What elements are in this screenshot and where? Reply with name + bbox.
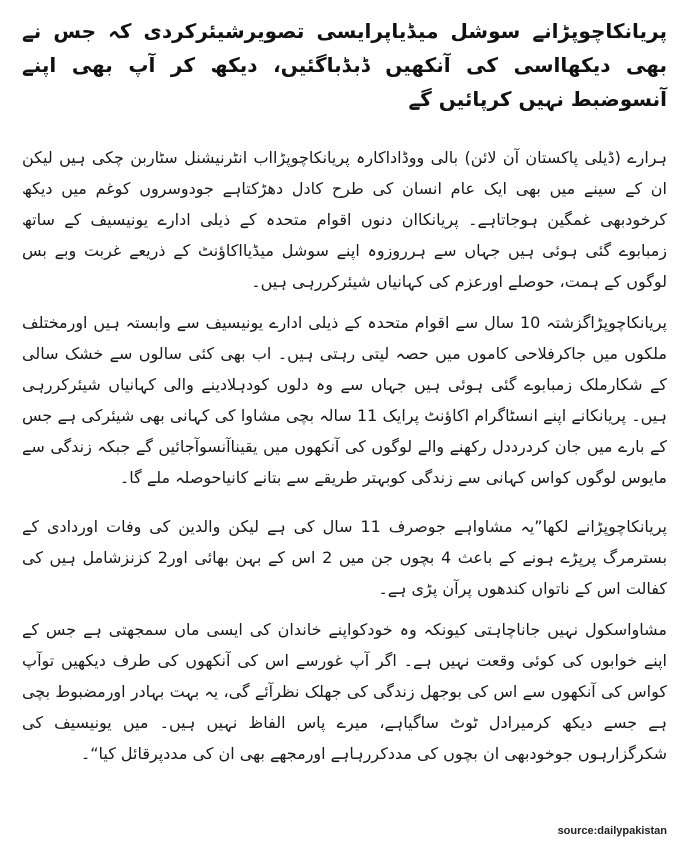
article-paragraph-3: پریانکاچوپڑانے لکھا”یہ مشاواہے جوصرف 11 سال کی ہے لیکن والدین کی وفات اوردادی کے بسترمرگ پرپڑے ہونے کے باعث 4 بچوں جن میں 2 اس کے بہن بھائی اور2 کزنزشامل ہیں کی کفالت اس کے ناتواں کندھوں پرآن پڑی ہے۔ — [22, 517, 668, 598]
article-headline: پریانکاچوپڑانے سوشل میڈیاپرایسی تصویرشیئرکردی کہ جس نے بھی دیکھااسی کی آنکھیں ڈبڈباگئیں، دیکھ کر آپ بھی اپنے آنسوضبط نہیں کرپائیں گے — [22, 19, 667, 111]
article-paragraph-1: ہرارے (ڈیلی پاکستان آن لائن) بالی ووڈاداکارہ پریانکاچوپڑااب انٹرنیشنل سٹاربن چکی ہیں لیکن ان کے سینے میں بھی ایک عام انسان کی طرح کادل دھڑکتاہے جودوسروں کوغم میں دیکھ کرخودبھی غمگین ہوجاتاہے۔ پریانکاان دنوں اقوام متحدہ کے ذیلی ادارے یونیسیف کے ساتھ زمبابوے گئی ہوئی ہیں جہاں سے ہرروزوہ اپنے سوشل میڈیااکاؤنٹ کے ذریعے غربت وبے بس لوگوں کے ہمت، حوصلے اورعزم کی کہانیاں شیئرکررہی ہیں۔ — [22, 148, 667, 291]
article-paragraph-4: مشاواسکول نہیں جاناچاہتی کیونکہ وہ خودکواپنے خاندان کی ایسی ماں سمجھتی ہے جس کے اپنے خوابوں کی کوئی وقعت نہیں ہے۔ اگر آپ غورسے اس کی آنکھوں کی طرف دیکھیں توآپ کواس کی آنکھوں سے اس کی بوجھل زندگی کی جھلک نظرآئے گی، یہ بہت بہادر اورمضبوط بچی ہے جسے دیکھ کرمیرادل ٹوٹ ساگیاہے، میرے پاس الفاظ نہیں ہیں۔ میں یونیسیف کی شکرگزارہوں جوخودبھی ان بچوں کی مددکررہاہے اورمجھے بھی ان کی مددپرقائل کیا“۔ — [22, 620, 667, 763]
source-credit: source:dailypakistan — [557, 825, 667, 837]
article-paragraph-2: پریانکاچوپڑاگزشتہ 10 سال سے اقوام متحدہ کے ذیلی ادارے یونیسیف سے وابستہ ہیں اورمختلف ملکوں میں جاکرفلاحی کاموں میں حصہ لیتی رہتی ہیں۔ اب بھی کئی سالوں سے خشک سالی کے شکارملک زمبابوے گئی ہوئی ہیں جہاں سے وہ دلوں کودہلادینے والی کہانیاں شیئرکررہی ہیں۔ پریانکانے اپنے انسٹاگرام اکاؤنٹ پرایک 11 سالہ بچی مشاوا کی کہانی بھی شیئرکی ہے جس کے بارے میں جان کردرددل رکھنے والے لوگوں کی آنکھوں میں یقیناآنسوآجائیں گے جبکہ زندگی سے مایوس لوگوں کواس کہانی سے زندگی کوبہتر طریقے سے بتانے کانیاحوصلہ ملے گا۔ — [22, 313, 667, 487]
